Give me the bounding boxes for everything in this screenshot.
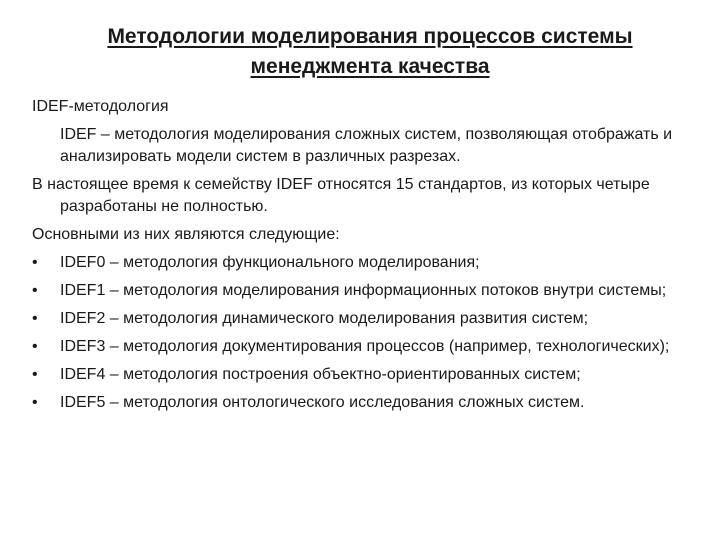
slide-title xyxy=(40,22,700,82)
slide-title-line-1: Методологии моделирования процессов системы xyxy=(107,25,633,48)
bullet-list xyxy=(32,252,702,414)
bullet-icon: • xyxy=(32,394,38,411)
list-item xyxy=(32,336,702,358)
list-item-text: IDEF4 – методология построения объектно-ориентированных систем; xyxy=(60,366,581,383)
list-item xyxy=(32,364,702,386)
paragraph-intro: Основными из них являются следующие: xyxy=(32,226,340,243)
list-item xyxy=(32,280,702,302)
list-item-text: IDEF2 – методология динамического моделирования развития систем; xyxy=(60,310,589,327)
bullet-icon: • xyxy=(32,366,38,383)
list-item xyxy=(32,392,702,414)
paragraph-standards: В настоящее время к семейству IDEF относятся 15 стандартов, из которых четыре разработаны не полностью. xyxy=(32,176,650,215)
list-item xyxy=(32,252,702,274)
list-item-text: IDEF0 – методология функционального моделирования; xyxy=(60,254,480,271)
paragraph-definition: IDEF – методология моделирования сложных систем, позволяющая отображать и анализировать модели систем в различных разрезах. xyxy=(60,126,673,165)
slide-body xyxy=(32,96,702,420)
bullet-icon: • xyxy=(32,310,38,327)
bullet-icon: • xyxy=(32,282,38,299)
bullet-icon: • xyxy=(32,254,38,271)
list-item xyxy=(32,308,702,330)
list-item-text: IDEF5 – методология онтологического исследования сложных систем. xyxy=(60,394,585,411)
bullet-icon: • xyxy=(32,338,38,355)
list-item-text: IDEF1 – методология моделирования информационных потоков внутри системы; xyxy=(60,282,667,299)
list-item-text: IDEF3 – методология документирования процессов (например, технологических); xyxy=(60,338,670,355)
paragraph-heading: IDEF-методология xyxy=(32,98,169,115)
slide-title-line-2: менеджмента качества xyxy=(250,55,490,78)
